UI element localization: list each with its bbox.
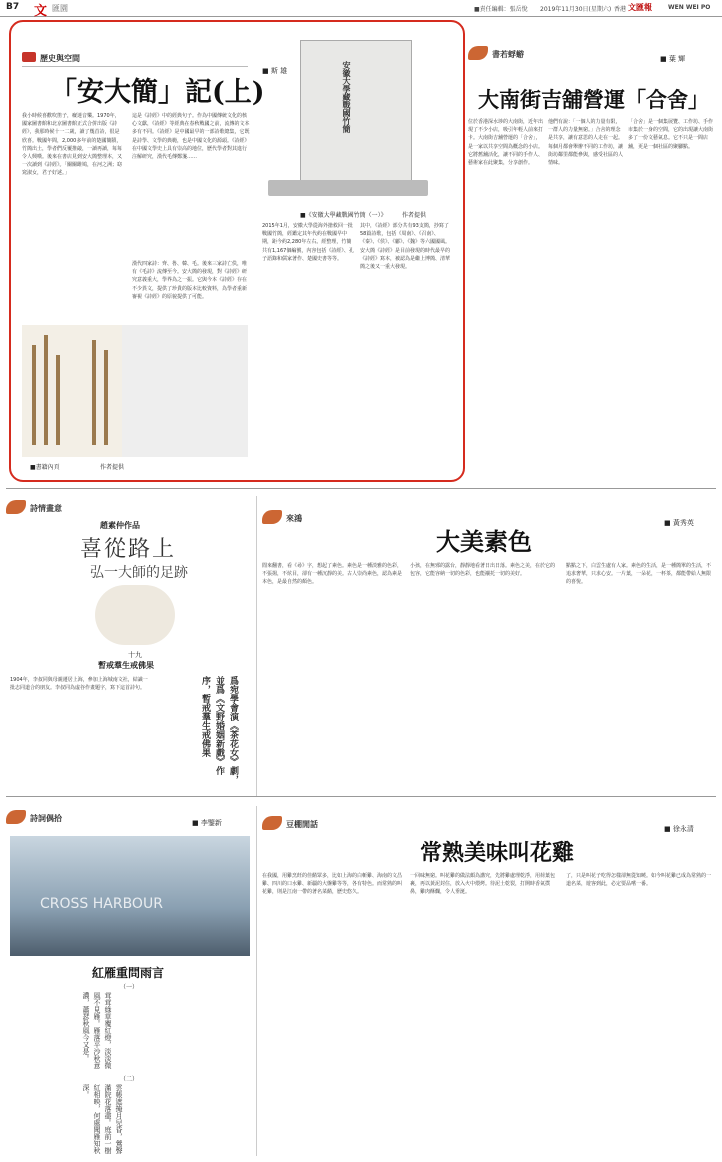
book-shadow	[268, 180, 428, 196]
book-image-2	[122, 325, 248, 457]
page-number: B7	[6, 2, 20, 12]
text-col-4: 2015年1月，安徽大學從海外搶救回一批戰國竹簡，經鑑定其年代約在戰國早中期，距今約2,280年左右。經整理，竹簡共有1,167個編號，內容包括《詩經》、孔子語錄和儒家著作、楚國史書等等。	[262, 223, 354, 262]
caption-book-cover: ■《安徽大學藏戰國竹簡（一）》	[300, 212, 387, 219]
author-2: ■ 葉 輝	[660, 55, 686, 63]
divider-mid	[6, 488, 716, 489]
poem-2: 雲帳遮掩月兒昏，鶯聲滿院花落盡。庭前一樹紅相映，何處聞雁知秋深。	[82, 1084, 123, 1154]
text-col-12: 在我國，用雞烹飪的佳餚眾多，比如上海的白斬雞、海南的文昌雞、四川的口水雞、新疆的大盤雞等等，各有特色。而常熟的叫花雞，則是江南一帶的著名菜餚，歷史悠久。	[262, 873, 402, 896]
article-title: 「安大簡」記(上)	[50, 77, 265, 108]
author-4: ■ 黃秀英	[664, 519, 694, 527]
harbour-photo	[10, 836, 250, 956]
author: ■ 斯 雄	[262, 67, 288, 75]
poem-number-2: （二）	[120, 1076, 139, 1083]
page-header	[0, 0, 722, 17]
paper-name: 文匯報	[628, 3, 652, 12]
text-col-1: 我小時候喜歡吹笛子，癡迷音樂。1970年，國家圖書館和北京圖書館正式合併出版《詩經》，我那時候十一二歲，讀了幾首詩，很是欣喜。戰國年間，2,000多年前的楚國簡牘，竹簡出土，學者們反覆推敲，一讀再讀，每每令人興嘆。後來在書店見到安大簡整理本，又一次讀到《詩經》。「關關雎鳩，在河之洲；窈窕淑女，君子好逑。」	[22, 113, 122, 177]
divider	[22, 66, 248, 67]
pen-icon	[6, 500, 26, 514]
calligraphy: 喜從路上	[80, 537, 177, 562]
article-title-2: 大南街吉舖營運「合舍」	[478, 87, 709, 112]
text-col-14: 了，只是叫花子吃得怎樣卻無從知曉。如今叫花雞已成為常熟的一道名菜，遊客到此，必定要品嚐一番。	[566, 873, 712, 888]
book-cover-image	[300, 40, 412, 192]
poem-number-1: （一）	[120, 984, 139, 991]
article-title-5: 常熟美味叫花雞	[420, 840, 575, 866]
text-col-10: 小孩，在無邪的露台，靜靜地看著日出日落。素色之美，在於它的包容，它能容納一切的色彩，也能襯托一切的美好。	[410, 563, 556, 578]
photo-sign: CROSS HARBOUR	[40, 896, 163, 912]
pen-icon	[262, 816, 282, 830]
place: 香港	[614, 6, 627, 13]
text-col-2: 這是《詩經》中的經典句子。作為中國傳統文化的核心文獻，《詩經》等經典在春秋戰國之前，流傳的文本多有不同。《詩經》是中國最早的一部詩歌總集，它既是詩學、文學的典範，也是中國文化的源頭。《詩經》在中國文學史上具有崇高的地位，歷代學者對其進行注解研究，漢代毛傳鄭箋……	[132, 113, 250, 161]
section-logo: 文	[34, 4, 48, 19]
art-kicker: 趙素仲作品	[100, 521, 140, 530]
section-shi-ci: 詩詞偶拾	[6, 806, 62, 825]
divider-lower	[6, 796, 716, 797]
text-col-6: 位於香港深水埗的大南街，近年出現了不少小店，吸引年輕人前來打卡。大南街吉舖營運的「合舍」，是一家以共享空間為概念的小店。它將舊舖活化，讓不同的手作人、藝術家在此聚集，分享創作。	[468, 119, 544, 167]
section-mark-icon	[22, 52, 36, 62]
book-title: 安徽大學藏戰國竹簡	[342, 61, 352, 133]
article-title-6: 紅雁重問雨言	[92, 966, 165, 980]
paper-name-en: WEN WEI PO	[668, 4, 711, 11]
vertical-divider-2	[256, 806, 257, 1156]
art-text: 1904年，李叔同與母親遷居上海，參加上海城南文社，結識一批志同道合的朋友。李叔同為虛谷作畫題字，寫下這首詩句。	[10, 677, 148, 692]
author-6: ■ 李鑒新	[192, 819, 222, 827]
text-col-11: 點點之下，白雲生處有人家。素色的生活，是一種簡單的生活，不追求奢華，只求心安。一片葉，一朵花，一杯茶，都能帶給人無限的喜悅。	[566, 563, 712, 586]
pen-icon	[468, 46, 488, 60]
vertical-divider	[256, 496, 257, 796]
poem-1: 茸茸綠草覆紅燈，淡淡微風不見雁。雁落平沙秋意濃，蕭瑟秋風今又是。	[82, 992, 112, 1069]
pen-icon	[262, 510, 282, 524]
text-col-8: 「合舍」是一個集展覽、工作坊、手作市集於一身的空間，它的出現讓大南街多了一份文藝氣息。它不只是一間店舖，更是一個社區的聚腳點。	[628, 119, 714, 150]
editor: ■責任編輯：張岳悅	[474, 6, 528, 13]
caption-pages-credit: 作者提供	[100, 464, 125, 471]
text-col-5: 其中，《詩經》部分共有93支簡，抄寫了58篇詩歌，包括《周南》、《召南》、《秦》、《侯》、《鄘》、《魏》等六國國風。安大簡《詩經》是目前發現的時代最早的《詩經》寫本，被認為是繼上博簡、清華簡之後又一重大發現。	[360, 223, 451, 271]
section-dou-peng: 豆棚閒話	[262, 812, 318, 831]
text-col-9: 閒來翻書，看《尋》字，想起了素色。素色是一種淡雅的色彩，不張揚，不炫目，卻有一種沉靜的美。古人崇尚素色，認為素是本色，是最自然的顏色。	[262, 563, 402, 586]
text-col-7: 他們有說：「一個人的力量有限，一群人的力量無窮。」合舍的理念是共享，讓有意思的人走在一起。每個月都會舉辦不同的工作坊，讓街坊鄰里都能參與，感受社區的人情味。	[548, 119, 624, 167]
art-subtitle: 暫戒羣生戒佛果	[98, 661, 154, 670]
pen-icon	[6, 810, 26, 824]
art-poem: 爲宛學會演《茶花女》劇，並爲《文野婚姻新戲》作序，暫戒羣生戒佛果	[200, 676, 238, 784]
text-col-13: 一回味無窮。叫花雞的做法頗為講究，先將雞處理乾淨，用荷葉包裹，再以黃泥封住，放入火中煨烤。待泥土乾裂，打開時香氣撲鼻，雞肉酥爛，令人垂涎。	[410, 873, 556, 896]
series-number: 十九	[128, 651, 142, 659]
date: 2019年11月30日(星期六)	[540, 6, 612, 13]
section-history: 歷史與空間	[22, 52, 80, 64]
section-shi-qing: 詩情畫意	[6, 496, 62, 515]
section-name: 匯園	[52, 4, 68, 13]
section-lai-hong: 來鴻	[262, 506, 302, 525]
article-title-4: 大美素色	[436, 527, 532, 556]
text-col-3: 漢代四家詩：齊、魯、韓、毛。後來三家詩亡佚，唯有《毛詩》流傳至今。安大簡的發現，對《詩經》研究意義重大，學界為之一振。它與今本《詩經》存在不少異文，提供了珍貴的版本比較資料，為學者重新審視《詩經》的原貌提供了可能。	[132, 261, 248, 300]
calligraphy-2: 弘一大師的足跡	[90, 565, 188, 581]
book-pages-image	[22, 325, 122, 457]
author-5: ■ 徐永清	[664, 825, 694, 833]
section-shu-ruo: 書若蜉蝣	[468, 42, 524, 61]
caption-pages: ■書籍內頁	[30, 464, 60, 471]
caption-credit: 作者提供	[402, 212, 427, 219]
sketch-image	[95, 585, 175, 645]
